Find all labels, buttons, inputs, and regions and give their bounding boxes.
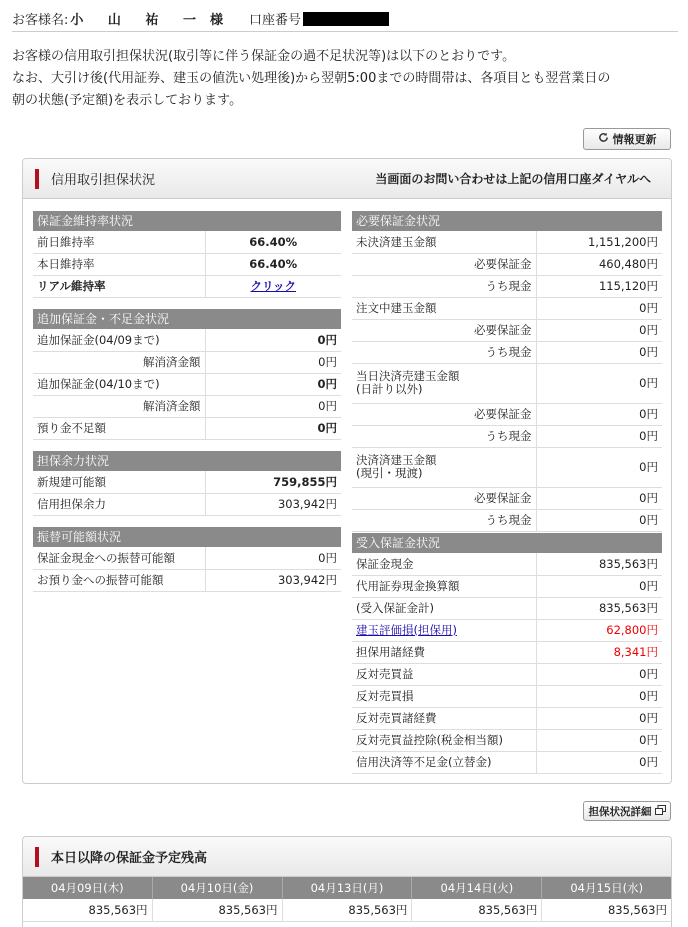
- row-value: 0円: [536, 319, 662, 341]
- row-value: 1,151,200円: [536, 231, 662, 253]
- row-value: 835,563円: [536, 597, 662, 619]
- row-value: 460,480円: [536, 253, 662, 275]
- section-header: 担保余力状況: [33, 451, 341, 471]
- date-header: 04月15日(水): [542, 877, 671, 899]
- row-label: 必要保証金: [352, 487, 536, 509]
- received-table: [352, 553, 662, 774]
- table-row: [352, 685, 662, 707]
- table-row: [352, 575, 662, 597]
- table-row: [352, 509, 662, 531]
- row-label: 代用証券現金換算額: [352, 575, 536, 597]
- row-label: 保証金現金: [352, 553, 536, 575]
- row-value: 0円: [536, 509, 662, 531]
- row-label: 解消済金額: [33, 351, 205, 373]
- row-label: [352, 363, 536, 403]
- contact-note: 当画面のお問い合わせは上記の信用口座ダイヤルへ: [375, 172, 651, 186]
- detail-label: 担保状況詳細: [588, 805, 652, 818]
- table-row: [352, 253, 662, 275]
- table-row: [352, 597, 662, 619]
- row-label: 注文中建玉金額: [352, 297, 536, 319]
- real-ratio-link[interactable]: クリック: [250, 279, 297, 293]
- row-value: 0円: [205, 329, 341, 351]
- table-row: [352, 425, 662, 447]
- customer-header: [12, 6, 678, 32]
- row-value: 835,563円: [536, 553, 662, 575]
- honorific: 様: [209, 13, 223, 28]
- table-row: [352, 641, 662, 663]
- row-label: [352, 619, 536, 641]
- maintenance-section: [33, 211, 341, 298]
- row-value: 0円: [536, 447, 662, 487]
- row-label: 反対売買益控除(税金相当額): [352, 729, 536, 751]
- row-value: 62,800円: [536, 619, 662, 641]
- table-row: [352, 363, 662, 403]
- collateral-detail-button[interactable]: [583, 801, 671, 821]
- refresh-label: 情報更新: [612, 133, 657, 146]
- table-row: [352, 729, 662, 751]
- table-row: [352, 751, 662, 773]
- row-label: 信用担保余力: [33, 493, 205, 515]
- table-row: [352, 403, 662, 425]
- table-row: [33, 569, 341, 591]
- panel-header: [23, 837, 671, 877]
- required-table: [352, 231, 662, 532]
- table-row: [33, 231, 341, 253]
- row-value: 0円: [536, 663, 662, 685]
- table-row: [33, 373, 341, 395]
- schedule-title: 本日以降の保証金予定残高: [51, 851, 208, 866]
- balance-value: 835,563円: [542, 899, 671, 921]
- row-value: 0円: [536, 729, 662, 751]
- margin-status-panel: [22, 158, 672, 784]
- section-header: 追加保証金・不足金状況: [33, 309, 341, 329]
- intro-text: [12, 46, 678, 112]
- row-value: 115,120円: [536, 275, 662, 297]
- row-value: 66.40%: [205, 231, 341, 253]
- received-margin-section: [352, 533, 662, 774]
- row-label: お預り金への振替可能額: [33, 569, 205, 591]
- row-label: うち現金: [352, 275, 536, 297]
- row-label: 追加保証金(04/10まで): [33, 373, 205, 395]
- table-row: [352, 663, 662, 685]
- row-label: 反対売買損: [352, 685, 536, 707]
- row-label: 保証金現金への振替可能額: [33, 547, 205, 569]
- refresh-button[interactable]: [583, 128, 671, 150]
- section-header: 保証金維持率状況: [33, 211, 341, 231]
- row-label: (受入保証金計): [352, 597, 536, 619]
- maintenance-table: [33, 231, 341, 298]
- row-value: 0円: [205, 417, 341, 439]
- customer-name: 小 山 祐 一: [70, 13, 206, 28]
- transfer-section: [33, 527, 341, 592]
- row-value: 0円: [536, 425, 662, 447]
- row-value: 759,855円: [205, 471, 341, 493]
- row-label: うち現金: [352, 425, 536, 447]
- row-value: 0円: [536, 297, 662, 319]
- row-value: 0円: [536, 341, 662, 363]
- row-value: [205, 275, 341, 297]
- table-row: [33, 547, 341, 569]
- row-value: 0円: [205, 547, 341, 569]
- row-label: [352, 447, 536, 487]
- refresh-icon: [598, 132, 609, 146]
- table-row: [33, 351, 341, 373]
- intro-line-2: なお、大引け後(代用証券、建玉の値洗い処理後)から翌朝5:00までの時間帯は、各項目とも翌営業日の: [12, 71, 611, 86]
- row-label: うち現金: [352, 509, 536, 531]
- panel-title: 信用取引担保状況: [51, 173, 156, 188]
- row-label: 追加保証金(04/09まで): [33, 329, 205, 351]
- row-value: 303,942円: [205, 493, 341, 515]
- row-label-line-2: (現引・現渡): [356, 466, 423, 480]
- row-value: 303,942円: [205, 569, 341, 591]
- collateral-capacity-section: [33, 451, 341, 516]
- row-label: 解消済金額: [33, 395, 205, 417]
- row-value: 0円: [536, 685, 662, 707]
- table-row: [352, 553, 662, 575]
- date-header: 04月09日(木): [23, 877, 152, 899]
- intro-line-3: 朝の状態(予定額)を表示しております。: [12, 93, 243, 108]
- table-row: [352, 275, 662, 297]
- balance-value: 835,563円: [152, 899, 282, 921]
- intro-line-1: お客様の信用取引担保状況(取引等に伴う保証金の過不足状況等)は以下のとおりです。: [12, 49, 516, 64]
- table-row: [33, 395, 341, 417]
- balance-value: 835,563円: [282, 899, 412, 921]
- schedule-table: [23, 877, 671, 922]
- row-value: 8,341円: [536, 641, 662, 663]
- date-header: 04月10日(金): [152, 877, 282, 899]
- table-row: [33, 329, 341, 351]
- row-label: リアル維持率: [33, 275, 205, 297]
- table-row: [352, 297, 662, 319]
- popup-window-icon: [655, 805, 666, 818]
- row-value: 0円: [205, 395, 341, 417]
- account-label: 口座番号: [248, 13, 301, 28]
- row-label: 本日維持率: [33, 253, 205, 275]
- row-value: 0円: [205, 373, 341, 395]
- schedule-value-row: [23, 899, 671, 921]
- row-label: 必要保証金: [352, 403, 536, 425]
- row-value: 0円: [536, 403, 662, 425]
- additional-table: [33, 329, 341, 440]
- table-row: [352, 447, 662, 487]
- transfer-table: [33, 547, 341, 592]
- table-row: [33, 417, 341, 439]
- schedule-header-row: [23, 877, 671, 899]
- row-value: 0円: [536, 575, 662, 597]
- table-row: [352, 231, 662, 253]
- section-header: 振替可能額状況: [33, 527, 341, 547]
- section-header: 受入保証金状況: [352, 533, 662, 553]
- table-row: [33, 493, 341, 515]
- table-row: [352, 707, 662, 729]
- row-label: 必要保証金: [352, 253, 536, 275]
- balance-value: 835,563円: [412, 899, 542, 921]
- date-header: 04月13日(月): [282, 877, 412, 899]
- required-margin-section: [352, 211, 662, 532]
- row-label: 反対売買諸経費: [352, 707, 536, 729]
- row-label-line-1: 決済済建玉金額: [356, 453, 437, 467]
- accent-bar: [35, 847, 39, 867]
- row-label: 預り金不足額: [33, 417, 205, 439]
- balance-value: 835,563円: [23, 899, 152, 921]
- table-row: [352, 487, 662, 509]
- row-label: 新規建可能額: [33, 471, 205, 493]
- section-header: 必要保証金状況: [352, 211, 662, 231]
- row-label: うち現金: [352, 341, 536, 363]
- valuation-loss-link[interactable]: 建玉評価損(担保用): [356, 623, 457, 637]
- row-value: 0円: [536, 707, 662, 729]
- additional-margin-section: [33, 309, 341, 440]
- row-label-line-1: 当日決済売建玉金額: [356, 369, 460, 383]
- row-label: 信用決済等不足金(立替金): [352, 751, 536, 773]
- row-value: 0円: [205, 351, 341, 373]
- table-row: [352, 319, 662, 341]
- customer-label: お客様名:: [12, 13, 69, 28]
- row-value: 66.40%: [205, 253, 341, 275]
- row-label: 担保用諸経費: [352, 641, 536, 663]
- date-header: 04月14日(火): [412, 877, 542, 899]
- schedule-panel: [22, 836, 672, 927]
- row-label-line-2: (日計り以外): [356, 382, 423, 396]
- row-value: 0円: [536, 363, 662, 403]
- panel-header: [23, 159, 671, 199]
- table-row: [33, 471, 341, 493]
- row-label: 前日維持率: [33, 231, 205, 253]
- table-row: [33, 253, 341, 275]
- account-number-redacted: [303, 12, 389, 26]
- row-label: 未決済建玉金額: [352, 231, 536, 253]
- table-row: [352, 341, 662, 363]
- row-value: 0円: [536, 751, 662, 773]
- row-label: 必要保証金: [352, 319, 536, 341]
- row-label: 反対売買益: [352, 663, 536, 685]
- row-value: 0円: [536, 487, 662, 509]
- table-row: [33, 275, 341, 297]
- table-row: [352, 619, 662, 641]
- capacity-table: [33, 471, 341, 516]
- accent-bar: [35, 169, 39, 189]
